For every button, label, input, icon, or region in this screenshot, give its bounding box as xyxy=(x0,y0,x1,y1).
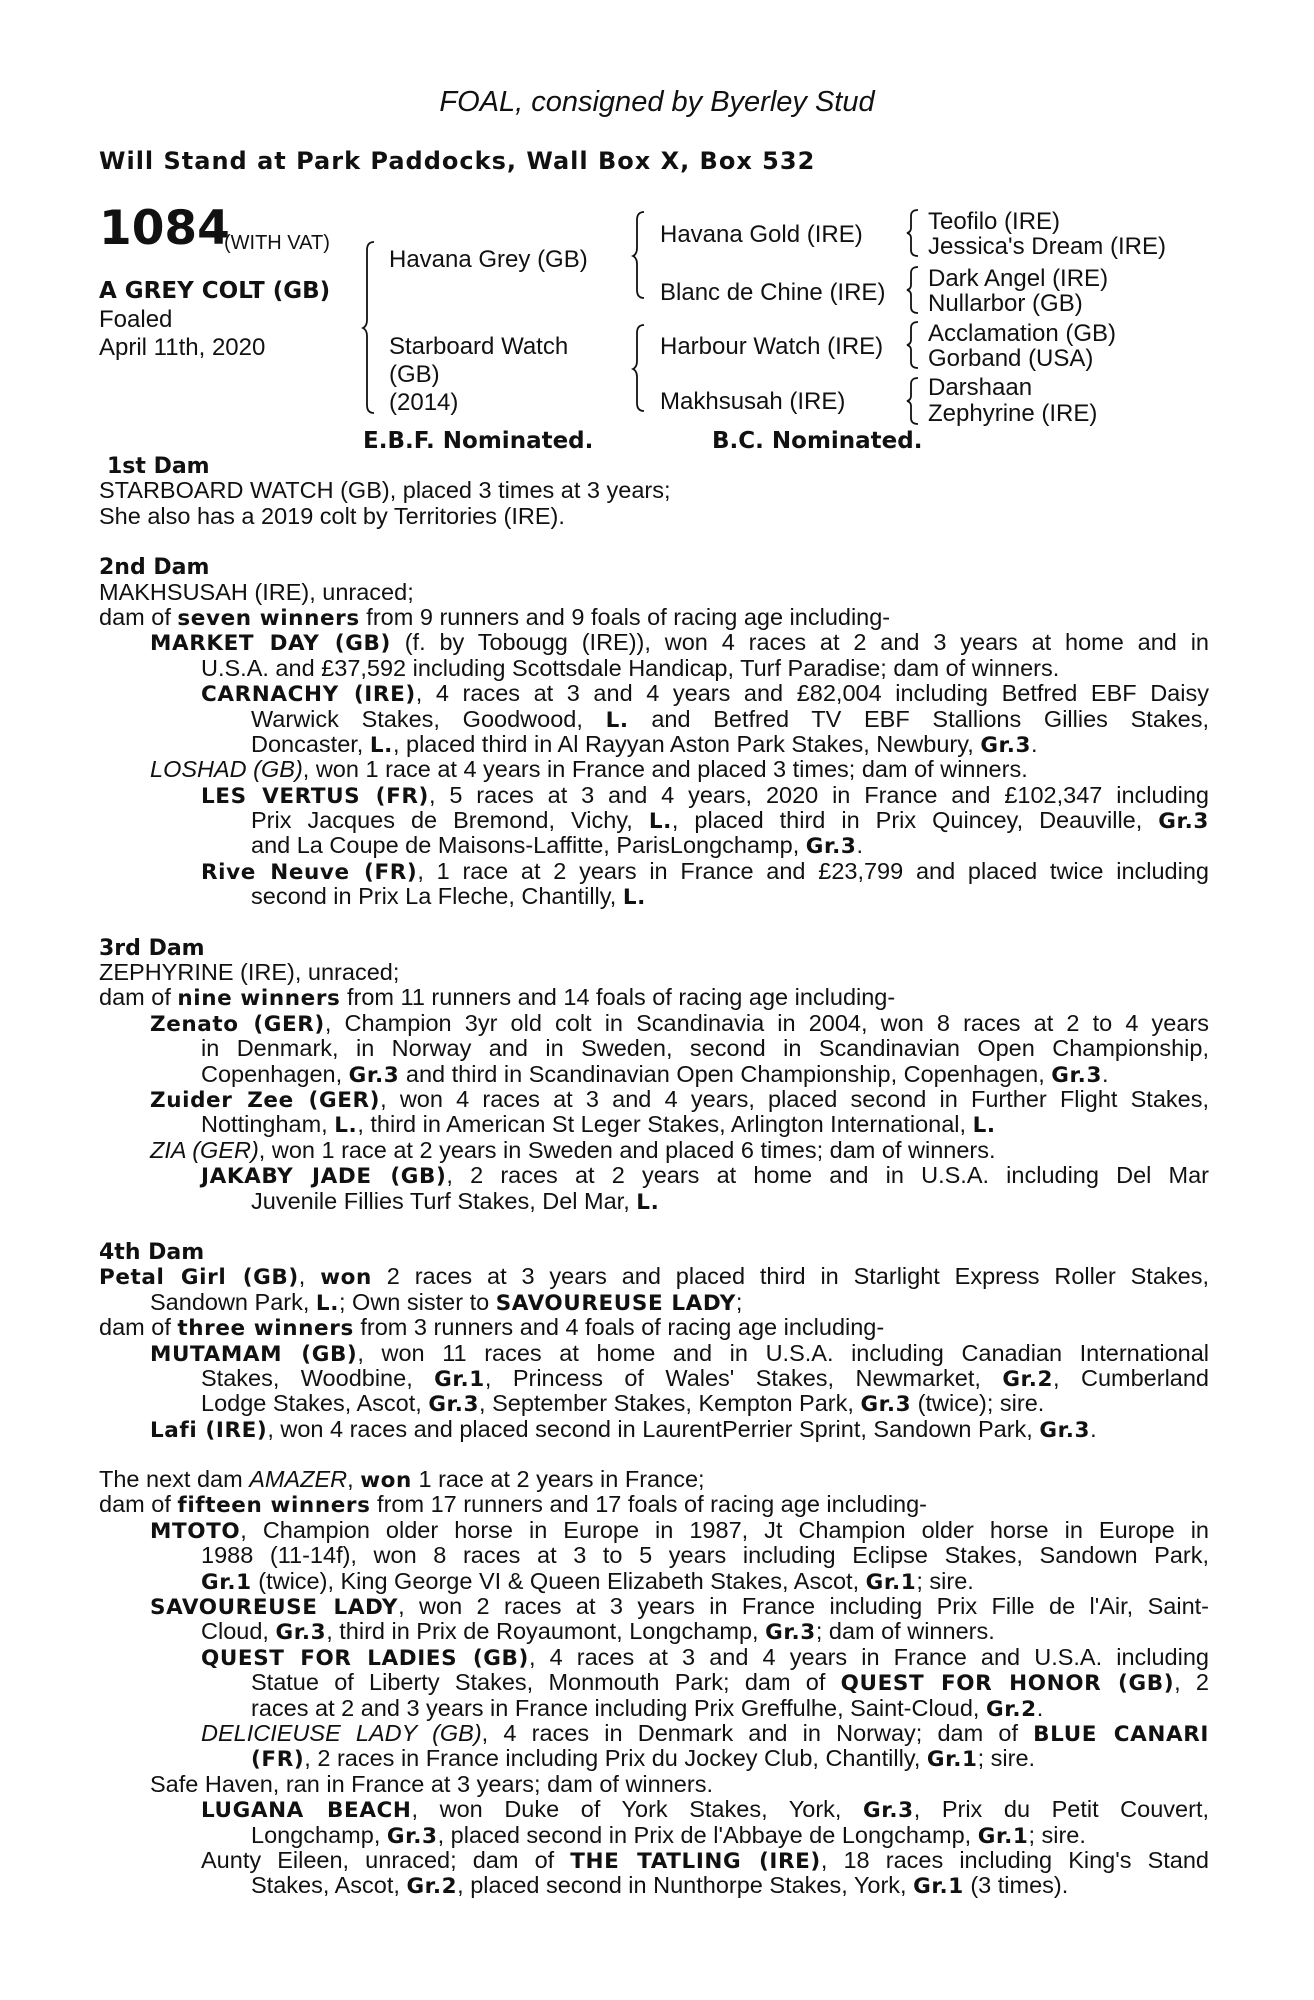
pedigree-bracket-parents xyxy=(362,240,382,415)
pedigree-bracket-sd xyxy=(906,265,922,315)
next-dam-line: 1988 (11-14f), won 8 races at 3 to 5 years including Eclipse Stakes, Sandown Park, xyxy=(201,1542,1209,1569)
second-dam-line: and La Coupe de Maisons-Laffitte, ParisLongchamp, Gr.3. xyxy=(251,832,864,860)
next-dam-line: QUEST FOR LADIES (GB), 4 races at 3 and 4 years in France and U.S.A. including xyxy=(201,1643,1209,1671)
ebf-nomination: E.B.F. Nominated. xyxy=(363,428,594,454)
pedigree-dam-sire: Harbour Watch (IRE) xyxy=(660,333,884,360)
first-dam-line: STARBOARD WATCH (GB), placed 3 times at 3 years; xyxy=(99,477,671,504)
pedigree-ssd: Jessica's Dream (IRE) xyxy=(928,233,1166,260)
pedigree-dds: Darshaan xyxy=(928,374,1033,401)
foaled-label: Foaled xyxy=(99,306,173,333)
fourth-dam-line: MUTAMAM (GB), won 11 races at home and in U.S.A. including Canadian International xyxy=(150,1339,1209,1367)
pedigree-sdd: Nullarbor (GB) xyxy=(928,290,1083,317)
third-dam-heading: 3rd Dam xyxy=(99,935,205,961)
third-dam-line: dam of nine winners from 11 runners and 14 foals of racing age including- xyxy=(99,984,896,1012)
pedigree-dam-line1: Starboard Watch xyxy=(389,333,569,360)
pedigree-bracket-sire xyxy=(632,210,648,300)
pedigree-sire-sire: Havana Gold (IRE) xyxy=(660,221,863,248)
fourth-dam-line: dam of three winners from 3 runners and 4 foals of racing age including- xyxy=(99,1314,885,1342)
third-dam-line: JAKABY JADE (GB), 2 races at 2 years at home and in U.S.A. including Del Mar xyxy=(201,1162,1209,1190)
second-dam-line: MAKHSUSAH (IRE), unraced; xyxy=(99,578,414,605)
next-dam-line: MTOTO, Champion older horse in Europe in 1987, Jt Champion older horse in Europe in xyxy=(150,1516,1209,1544)
next-dam-line: (FR), 2 races in France including Prix du Jockey Club, Chantilly, Gr.1; sire. xyxy=(251,1745,1036,1773)
pedigree-bracket-ss xyxy=(906,208,922,258)
pedigree-dam-line3: (2014) xyxy=(389,389,459,416)
second-dam-line: LES VERTUS (FR), 5 races at 3 and 4 years, 2020 in France and £102,347 including xyxy=(201,781,1209,809)
second-dam-line: Doncaster, L., placed third in Al Rayyan Aston Park Stakes, Newbury, Gr.3. xyxy=(251,730,1038,758)
pedigree-bracket-dam xyxy=(632,323,648,413)
fourth-dam-line: Sandown Park, L.; Own sister to SAVOUREUSE LADY; xyxy=(150,1288,743,1316)
pedigree-dsd: Gorband (USA) xyxy=(928,345,1094,372)
second-dam-line: U.S.A. and £37,592 including Scottsdale Handicap, Turf Paradise; dam of winners. xyxy=(201,654,1060,681)
next-dam-line: Aunty Eileen, unraced; dam of THE TATLING (IRE), 18 races including King's Stand xyxy=(201,1846,1209,1874)
pedigree-dam-dam: Makhsusah (IRE) xyxy=(660,388,846,415)
fourth-dam-line: Petal Girl (GB), won 2 races at 3 years and placed third in Starlight Express Roller Stakes, xyxy=(99,1263,1209,1291)
third-dam-line: ZIA (GER), won 1 race at 2 years in Sweden and placed 6 times; dam of winners. xyxy=(150,1136,996,1163)
next-dam-line: Cloud, Gr.3, third in Prix de Royaumont, Longchamp, Gr.3; dam of winners. xyxy=(201,1618,995,1646)
vat-note: (WITH VAT) xyxy=(224,232,330,254)
third-dam-line: Zuider Zee (GER), won 4 races at 3 and 4 years, placed second in Further Flight Stakes, xyxy=(150,1085,1209,1113)
lot-description: A GREY COLT (GB) xyxy=(99,278,331,304)
pedigree-ddd: Zephyrine (IRE) xyxy=(928,400,1098,427)
second-dam-line: Prix Jacques de Bremond, Vichy, L., placed third in Prix Quincey, Deauville, Gr.3 xyxy=(251,807,1209,835)
second-dam-line: MARKET DAY (GB) (f. by Tobougg (IRE)), won 4 races at 2 and 3 years at home and in xyxy=(150,629,1209,657)
pedigree-sire-dam: Blanc de Chine (IRE) xyxy=(660,279,886,306)
next-dam-line: Longchamp, Gr.3, placed second in Prix de l'Abbaye de Longchamp, Gr.1; sire. xyxy=(251,1821,1086,1849)
second-dam-line: CARNACHY (IRE), 4 races at 3 and 4 years and £82,004 including Betfred EBF Daisy xyxy=(201,680,1209,708)
next-dam-line: The next dam AMAZER, won 1 race at 2 years in France; xyxy=(99,1466,705,1494)
second-dam-line: second in Prix La Fleche, Chantilly, L. xyxy=(251,883,646,911)
dam-produce-record xyxy=(99,453,1209,1899)
next-dam-line: SAVOUREUSE LADY, won 2 races at 3 years in France including Prix Fille de l'Air, Saint- xyxy=(150,1593,1209,1621)
next-dam-line: Gr.1 (twice), King George VI & Queen Elizabeth Stakes, Ascot, Gr.1; sire. xyxy=(201,1567,974,1595)
second-dam-line: Rive Neuve (FR), 1 race at 2 years in France and £23,799 and placed twice including xyxy=(201,857,1209,885)
pedigree-sire: Havana Grey (GB) xyxy=(389,246,588,273)
second-dam-line: Warwick Stakes, Goodwood, L. and Betfred TV EBF Stallions Gillies Stakes, xyxy=(251,705,1209,733)
stabling-location: Will Stand at Park Paddocks, Wall Box X, Box 532 xyxy=(99,147,816,175)
second-dam-heading: 2nd Dam xyxy=(99,555,210,581)
pedigree-sds: Dark Angel (IRE) xyxy=(928,265,1109,292)
first-dam-heading: 1st Dam xyxy=(107,454,210,479)
next-dam-line: races at 2 and 3 years in France including Prix Greffulhe, Saint-Cloud, Gr.2. xyxy=(251,1694,1044,1722)
third-dam-line: Juvenile Fillies Turf Stakes, Del Mar, L. xyxy=(251,1187,660,1215)
lot-number: 1084 xyxy=(99,201,230,256)
fourth-dam-heading: 4th Dam xyxy=(99,1239,205,1265)
next-dam-line: Statue of Liberty Stakes, Monmouth Park; dam of QUEST FOR HONOR (GB), 2 xyxy=(251,1669,1209,1697)
next-dam-line: dam of fifteen winners from 17 runners and 17 foals of racing age including- xyxy=(99,1491,928,1519)
pedigree-dam-line2: (GB) xyxy=(389,361,440,388)
next-dam-line: Safe Haven, ran in France at 3 years; dam of winners. xyxy=(150,1770,713,1797)
second-dam-line: LOSHAD (GB), won 1 race at 4 years in France and placed 3 times; dam of winners. xyxy=(150,756,1028,783)
next-dam-line: Stakes, Ascot, Gr.2, placed second in Nunthorpe Stakes, York, Gr.1 (3 times). xyxy=(251,1872,1069,1900)
fourth-dam-line: Lafi (IRE), won 4 races and placed second in LaurentPerrier Sprint, Sandown Park, Gr.3. xyxy=(150,1415,1097,1443)
next-dam-line: LUGANA BEACH, won Duke of York Stakes, York, Gr.3, Prix du Petit Couvert, xyxy=(201,1796,1209,1824)
consignor-title: FOAL, consigned by Byerley Stud xyxy=(439,86,875,118)
third-dam-line: Nottingham, L., third in American St Leger Stakes, Arlington International, L. xyxy=(201,1111,996,1139)
pedigree-bracket-ds xyxy=(906,320,922,370)
pedigree-sss: Teofilo (IRE) xyxy=(928,208,1061,235)
fourth-dam-line: Lodge Stakes, Ascot, Gr.3, September Stakes, Kempton Park, Gr.3 (twice); sire. xyxy=(201,1390,1045,1418)
first-dam-line: She also has a 2019 colt by Territories (IRE). xyxy=(99,502,565,529)
foaled-date: April 11th, 2020 xyxy=(99,334,266,361)
third-dam-line: ZEPHYRINE (IRE), unraced; xyxy=(99,959,400,986)
bc-nomination: B.C. Nominated. xyxy=(712,428,923,454)
pedigree-bracket-dd xyxy=(906,376,922,426)
third-dam-line: Copenhagen, Gr.3 and third in Scandinavian Open Championship, Copenhagen, Gr.3. xyxy=(201,1060,1109,1088)
third-dam-line: in Denmark, in Norway and in Sweden, second in Scandinavian Open Championship, xyxy=(201,1035,1209,1062)
third-dam-line: Zenato (GER), Champion 3yr old colt in Scandinavia in 2004, won 8 races at 2 to 4 years xyxy=(150,1009,1209,1037)
pedigree-dss: Acclamation (GB) xyxy=(928,320,1117,347)
next-dam-line: DELICIEUSE LADY (GB), 4 races in Denmark and in Norway; dam of BLUE CANARI xyxy=(201,1719,1209,1747)
second-dam-line: dam of seven winners from 9 runners and 9 foals of racing age including- xyxy=(99,603,891,631)
fourth-dam-line: Stakes, Woodbine, Gr.1, Princess of Wales' Stakes, Newmarket, Gr.2, Cumberland xyxy=(201,1364,1209,1392)
